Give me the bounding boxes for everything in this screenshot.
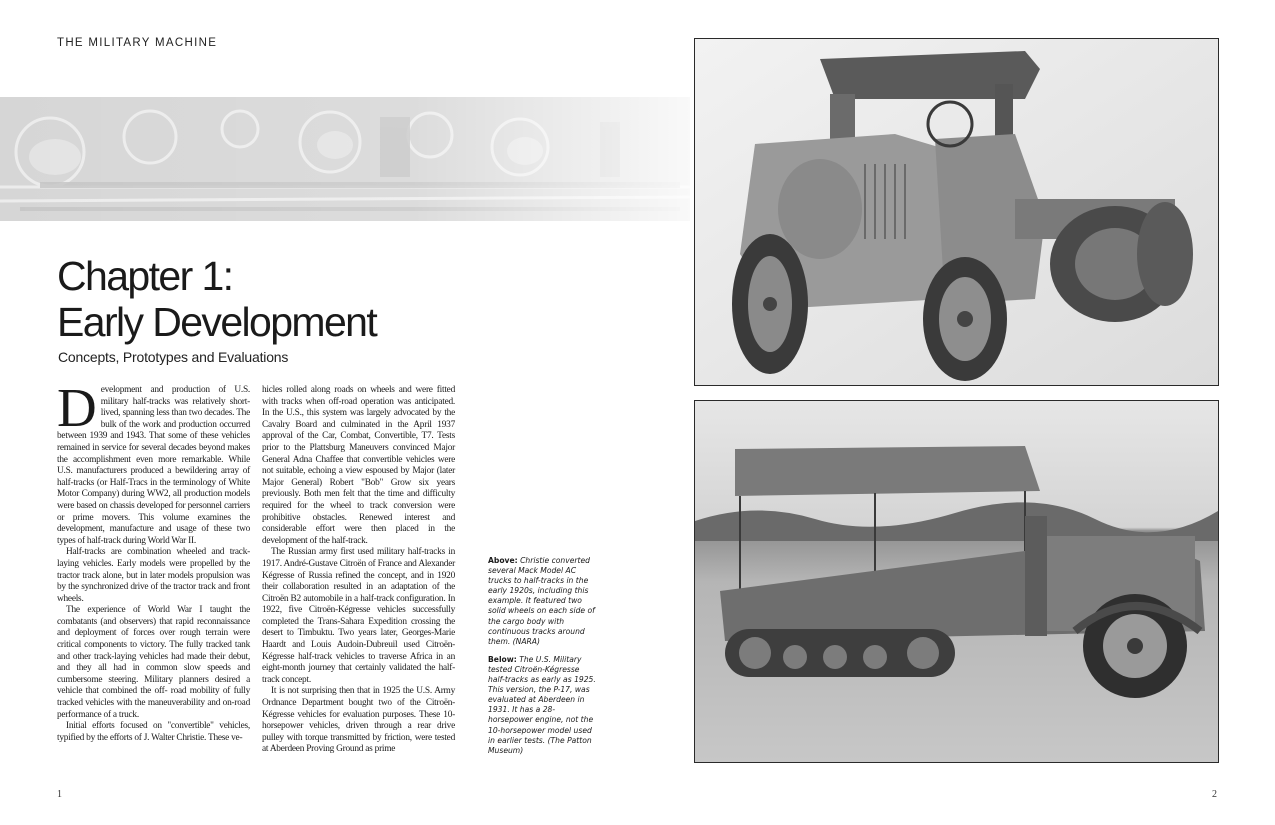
page-number-left: 1 [57, 789, 62, 800]
caption-label: Below: [488, 654, 517, 664]
caption-text: Christie converted several Mack Model AC trucks to half-tracks in the early 1920s, including this example. It featured two solid wheels on each side of the cargo body with continuous tracks around them. (NARA) [488, 556, 595, 646]
chapter-subtitle: Concepts, Prototypes and Evaluations [58, 349, 289, 365]
caption-label: Above: [488, 556, 518, 565]
caption-text: The U.S. Military tested Citroën-Kégresse half-tracks as early as 1925. This version, the P-17, was evaluated at Aberdeen in 1931. It has a 28-horsepower engine, not the 10-horsepower model used in earlier tests. (The Patton Museum) [488, 654, 596, 755]
caption-above [488, 556, 596, 647]
photo-citroen-kegresse-p17 [694, 400, 1219, 763]
body-paragraph-continued: hicles rolled along roads on wheels and were fitted with tracks when off-road operation was anticipated. In the U.S., this system was largely advocated by the Cavalry Board and culminated in the April 1937 approval of the Car, Combat, Convertible, T7. Tests prior to the Plattsburg Maneuvers convinced Major General Adna Chaffee that convertible vehicles were not suitable, echoing a view espoused by Major (later Major General) Robert "Bob" Grow six years previously. Both men felt that the time and difficulty required for the wheel to track conversion were prohibitive obstacles. Renewed interest and considerable effort were then placed in the development of the half-track. [262, 385, 455, 546]
page-number-right: 2 [1212, 789, 1217, 800]
photo-captions [488, 556, 596, 764]
body-paragraph [57, 377, 250, 547]
drop-cap: D [57, 377, 97, 438]
running-head: THE MILITARY MACHINE [57, 37, 218, 49]
chapter-title-line-2: Early Development [57, 299, 377, 345]
body-paragraph: It is not surprising then that in 1925 the U.S. Army Ordnance Department bought two of the Citroën-Kégresse vehicles for evaluation purposes. These 10-horsepower vehicles, driven through a rear drive pulley with torque transmitted by friction, were tested at Aberdeen Proving Ground as prime [262, 686, 455, 755]
body-column-middle [262, 385, 455, 756]
chapter-title-line-1: Chapter 1: [57, 253, 233, 299]
caption-below [488, 655, 596, 756]
body-column-left [57, 377, 250, 744]
body-paragraph: Initial efforts focused on "convertible" vehicles, typified by the efforts of J. Walter Christie. These ve- [57, 721, 250, 743]
body-paragraph: Half-tracks are combination wheeled and track-laying vehicles. Early models were propelled by the tractor track alone, but in later models propulsion was by the synchronized drive of the tractor track and front wheels. [57, 547, 250, 604]
chapter-title [57, 253, 376, 345]
photo-mack-half-track [694, 38, 1219, 386]
paragraph-text: evelopment and production of U.S. military half-tracks was relatively short-lived, spanning less than two decades. The bulk of the work and production occurred between 1939 and 1943. That some of these vehicles remained in service for several decades beyond makes the accomplishment even more remarkable. While U.S. manufacturers produced a bewildering array of half-tracks (or Half-Tracs in the terminology of White Motor Company) during WW2, all production models were based on chassis developed for personnel carriers or prime movers. This volume examines the development, manufacture and usage of these two types of half-track during World War II. [57, 385, 250, 546]
body-paragraph: The Russian army first used military half-tracks in 1917. André-Gustave Citroën of France and Alexander Kégresse of Russia refined the concept, and in 1920 their collaboration resulted in an adaptation of the Citroën B2 automobile in a half-track configuration. In 1922, five Citroën-Kégresse vehicles successfully completed the Trans-Sahara Expedition crossing the desert to Timbuktu. Two years later, Georges-Marie Haardt and Louis Audoin-Dubreuil used Citroën-Kégresse half-track vehicles to traverse Africa in an eight-month journey that certainly validated the half-track concept. [262, 547, 455, 685]
body-paragraph: The experience of World War I taught the combatants (and observers) that rapid reconnaissance and deployment of forces over rough terrain were critical components to victory. The fully tracked tank and other track-laying vehicles had made their debut, and they all had in common slow speeds and cumbersome steering. Military planners desired a vehicle that combined the off- road mobility of fully tracked vehicles with the maneuverability and on-road performance of a truck. [57, 605, 250, 720]
banner-image [0, 97, 690, 221]
